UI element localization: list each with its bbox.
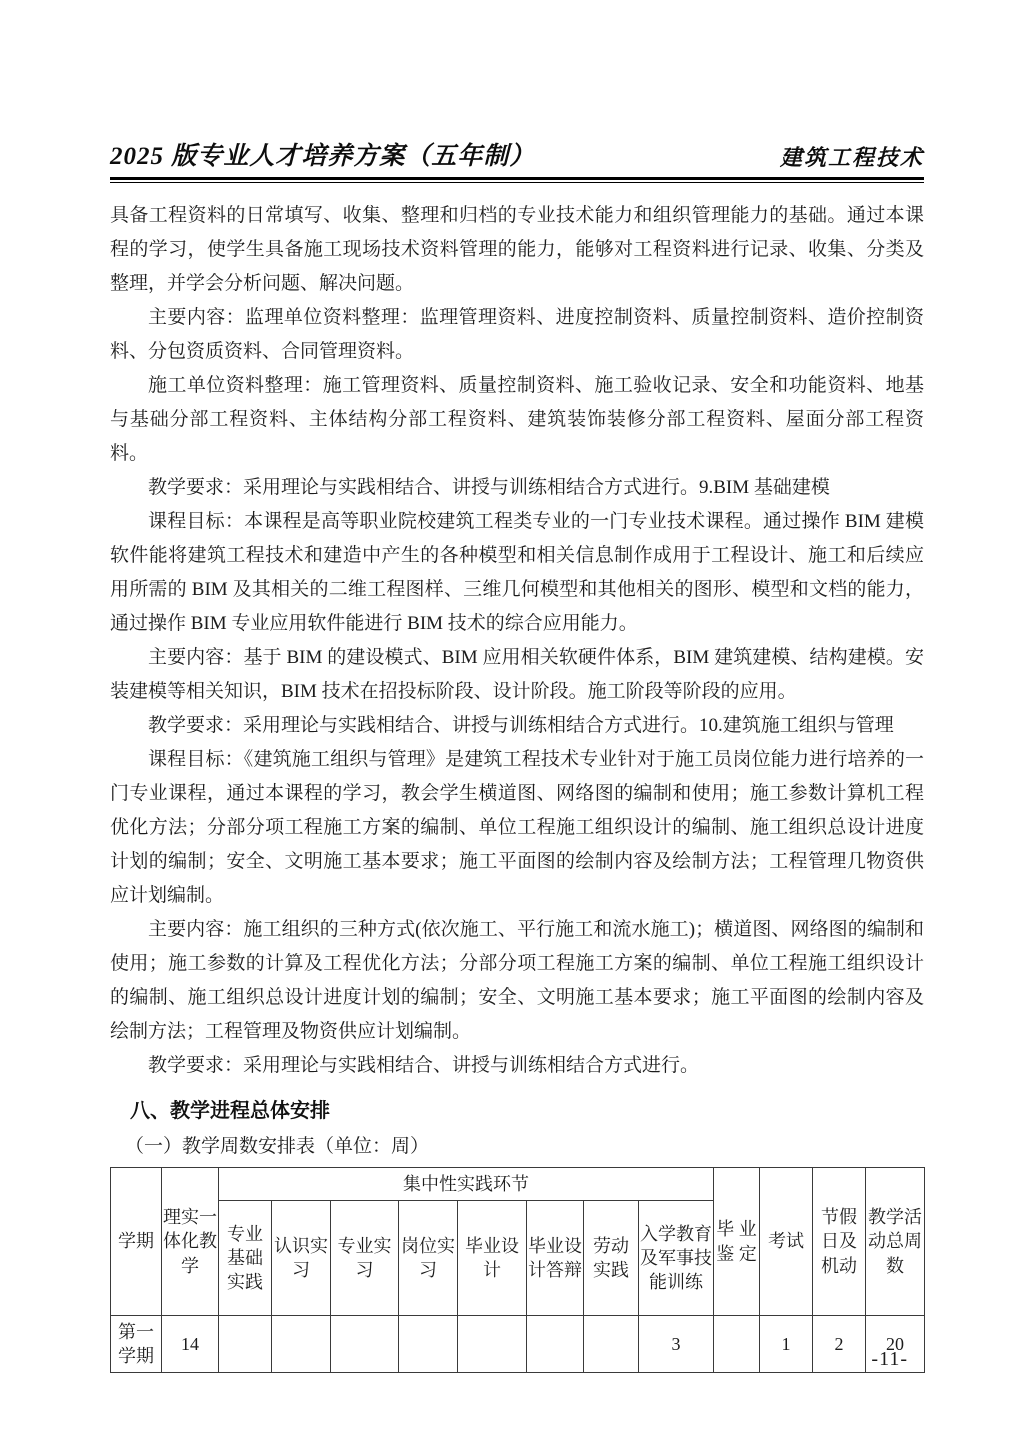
cell-graduation-appraisal [714,1316,760,1373]
body-paragraph: 具备工程资料的日常填写、收集、整理和归档的专业技术能力和组织管理能力的基础。通过本课程的学习，使学生具备施工现场技术资料管理的能力，能够对工程资料进行记录、收集、分类及整理，并学会分析问题、解决问题。 [110,205,924,294]
body-paragraph: 主要内容：基于 BIM 的建设模式、BIM 应用相关软硬件体系，BIM 建筑建模、结构建模。安装建模等相关知识，BIM 技术在招投标阶段、设计阶段。施工阶段等阶段的应用。 [110,647,924,702]
col-header-labor-practice: 劳动实践 [584,1201,639,1316]
col-header-professional-internship: 专业实习 [331,1201,399,1316]
body-paragraph: 教学要求：采用理论与实践相结合、讲授与训练相结合方式进行。10.建筑施工组织与管理 [148,715,894,736]
body-paragraph: 主要内容：监理单位资料整理：监理管理资料、进度控制资料、质量控制资料、造价控制资料、分包资质资料、合同管理资料。 [110,307,924,362]
cell-cognition-internship [272,1316,331,1373]
body-paragraph: 课程目标：本课程是高等职业院校建筑工程类专业的一门专业技术课程。通过操作 BIM 建模软件能将建筑工程技术和建造中产生的各种模型和相关信息制作成用于工程设计、施工和后续应用所需的 BIM 及其相关的二维工程图样、三维几何模型和其他相关的图形、模型和文档的能力，通过操作 BIM 专业应用软件能进行 BIM 技术的综合应用能力。 [110,511,924,634]
col-header-semester: 学期 [111,1168,162,1316]
cell-holiday-flexible: 2 [813,1316,866,1373]
col-header-post-internship: 岗位实习 [399,1201,458,1316]
cell-exam: 1 [760,1316,813,1373]
col-header-integrated-teaching: 理实一体化教学 [162,1168,219,1316]
col-header-holiday-flexible: 节假日及机动 [813,1168,866,1316]
header-left-title: 2025 版专业人才培养方案（五年制） [110,143,536,170]
col-header-basic-practice: 专业基础实践 [219,1201,272,1316]
page-number: -11- [871,1348,908,1370]
col-header-entrance-military-training: 入学教育及军事技能训练 [639,1201,714,1316]
body-paragraph: 主要内容：施工组织的三种方式(依次施工、平行施工和流水施工)；横道图、网络图的编制和使用；施工参数的计算及工程优化方法；分部分项工程施工方案的编制、单位工程施工组织设计的编制、施工组织总设计进度计划的编制；安全、文明施工基本要求；施工平面图的绘制内容及绘制方法；工程管理及物资供应计划编制。 [110,919,924,1042]
body-paragraph: 教学要求：采用理论与实践相结合、讲授与训练相结合方式进行。 [148,1055,700,1076]
col-header-exam: 考试 [760,1168,813,1316]
cell-basic-practice [219,1316,272,1373]
section-heading: 八、教学进程总体安排 [130,1100,330,1122]
body-paragraph: 教学要求：采用理论与实践相结合、讲授与训练相结合方式进行。9.BIM 基础建模 [148,477,830,498]
cell-total-weeks: 20 [866,1316,925,1373]
cell-labor-practice [584,1316,639,1373]
cell-integrated: 14 [162,1316,219,1373]
cell-design-defense [527,1316,584,1373]
col-header-design-defense: 毕业设计答辩 [527,1201,584,1316]
running-header [110,136,924,172]
header-right-title: 建筑工程技术 [779,145,924,170]
body-text [110,199,924,1083]
table-caption: （一）教学周数安排表（单位：周） [125,1136,430,1157]
col-header-total-weeks: 教学活动总周数 [866,1168,925,1316]
cell-graduation-design [458,1316,527,1373]
header-rule [110,177,924,183]
col-header-graduation-appraisal: 毕 业 鉴 定 [714,1168,760,1316]
cell-semester: 第一学期 [111,1316,162,1373]
col-header-graduation-design: 毕业设计 [458,1201,527,1316]
col-group-practice: 集中性实践环节 [219,1168,714,1201]
table-row [111,1316,925,1373]
col-header-cognition-internship: 认识实习 [272,1201,331,1316]
teaching-weeks-table [110,1167,925,1373]
cell-professional-internship [331,1316,399,1373]
body-paragraph: 施工单位资料整理：施工管理资料、质量控制资料、施工验收记录、安全和功能资料、地基与基础分部工程资料、主体结构分部工程资料、建筑装饰装修分部工程资料、屋面分部工程资料。 [110,375,924,464]
cell-post-internship [399,1316,458,1373]
body-paragraph: 课程目标：《建筑施工组织与管理》是建筑工程技术专业针对于施工员岗位能力进行培养的一门专业课程，通过本课程的学习，教会学生横道图、网络图的编制和使用；施工参数计算机工程优化方法；分部分项工程施工方案的编制、单位工程施工组织设计的编制、施工组织总设计进度计划的编制；安全、文明施工基本要求；施工平面图的绘制内容及绘制方法；工程管理几物资供应计划编制。 [110,749,924,906]
cell-entrance-military-training: 3 [639,1316,714,1373]
